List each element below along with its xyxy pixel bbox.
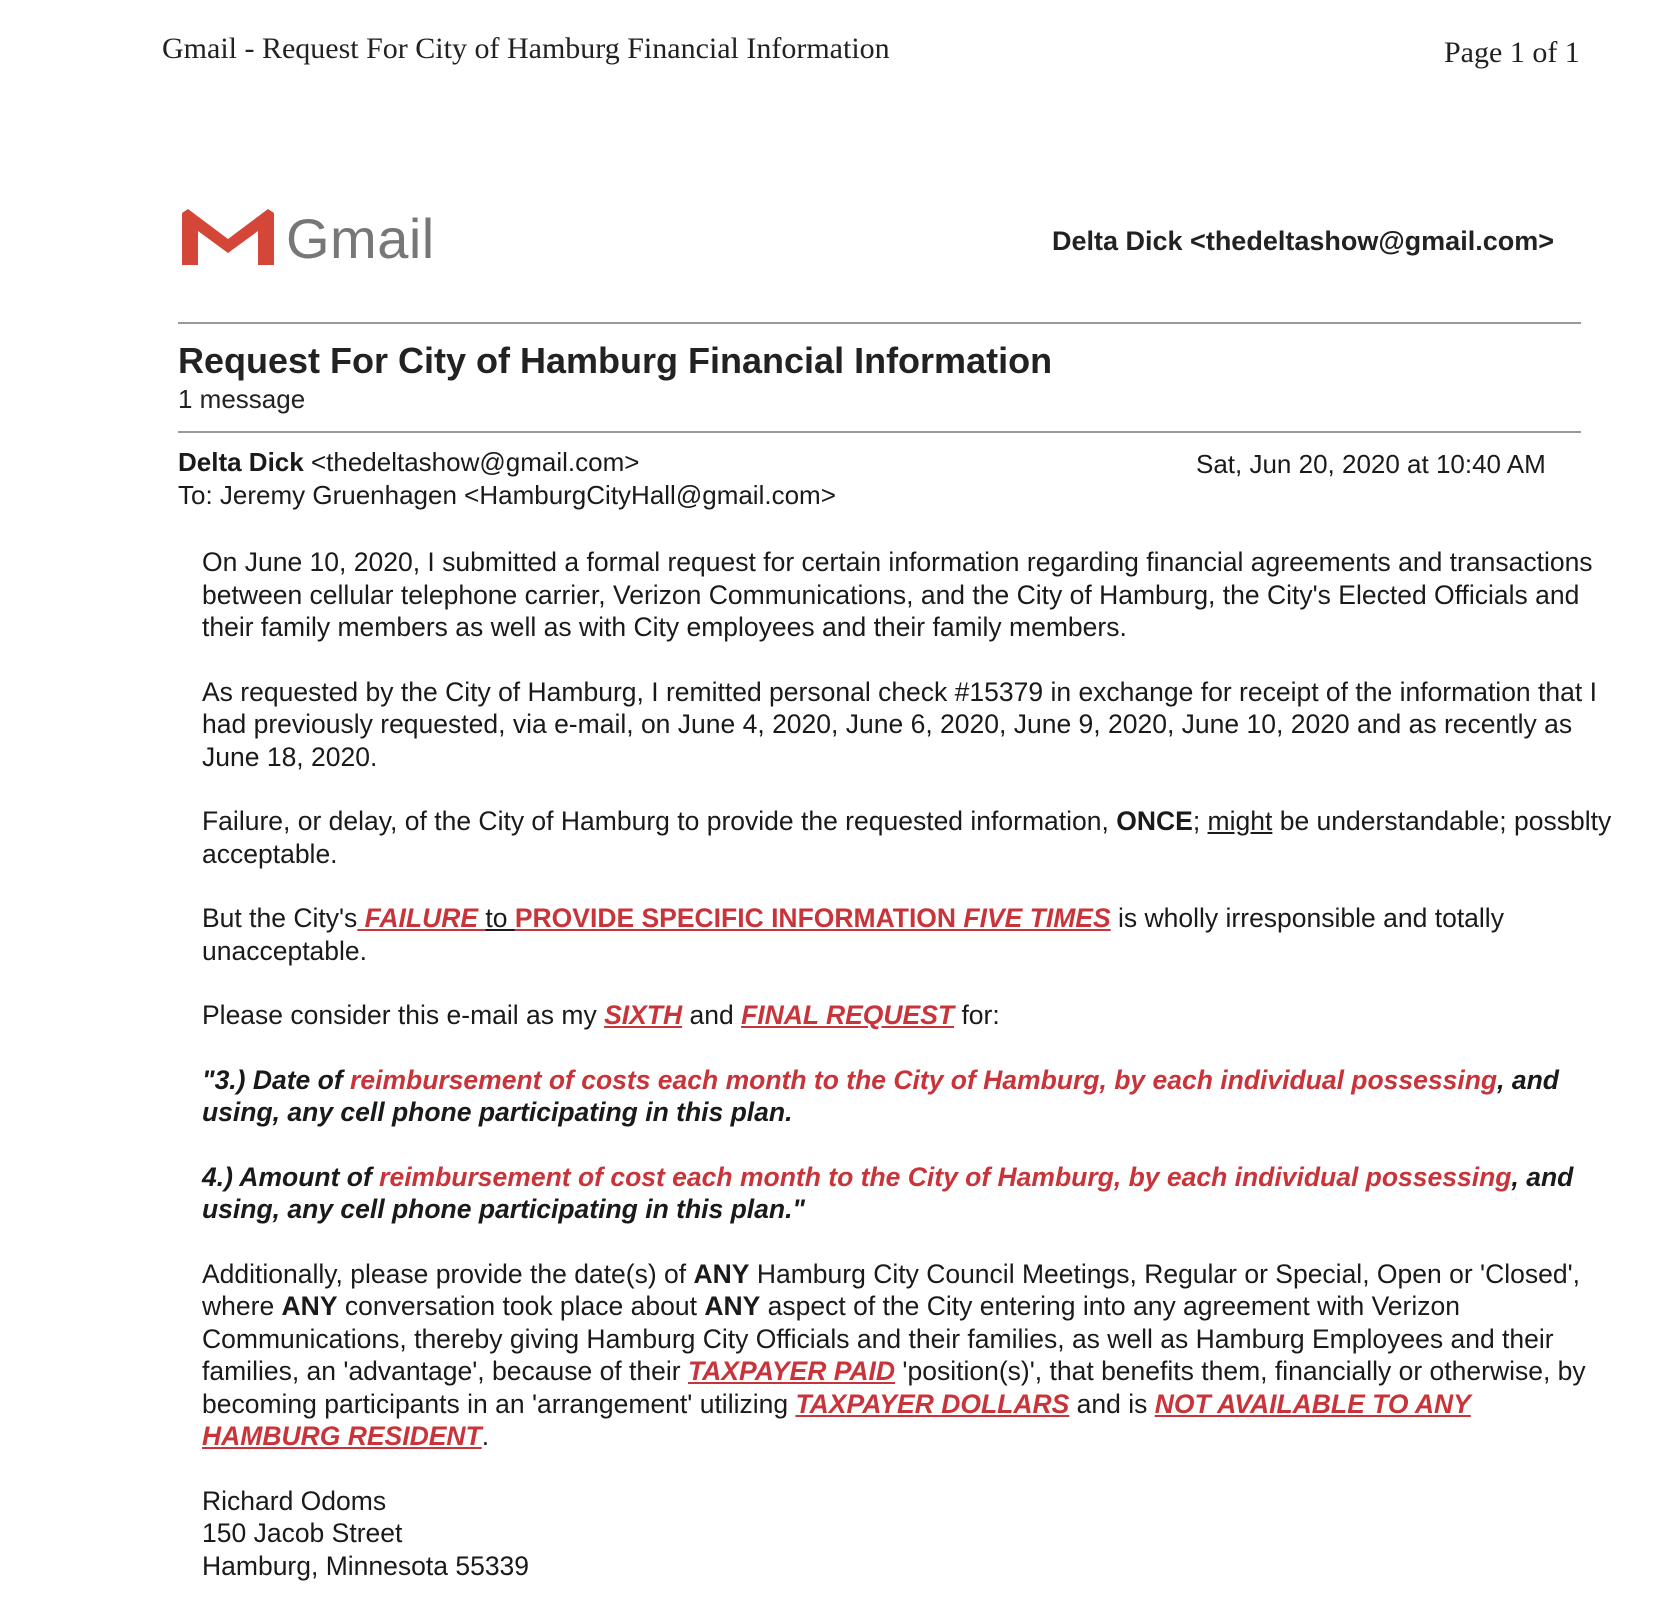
recipient: To: Jeremy Gruenhagen <HamburgCityHall@gmail.com>: [178, 480, 836, 510]
signature-city: Hamburg, Minnesota 55339: [202, 1550, 530, 1581]
signature-street: 150 Jacob Street: [202, 1518, 403, 1548]
email-subject: Request For City of Hamburg Financial Information: [178, 340, 1053, 381]
paragraph-5: Please consider this e-mail as my SIXTH and FINAL REQUEST for:: [202, 1000, 1000, 1030]
request-item-4: 4.) Amount of reimbursement of cost each month to the City of Hamburg, by each individual possessing, and using, any cell phone participating in this plan.": [202, 1161, 1574, 1224]
print-title: Gmail - Request For City of Hamburg Financial Information: [162, 32, 890, 65]
paragraph-2: As requested by the City of Hamburg, I remitted personal check #15379 in exchange for receipt of the information that I had previously requested, via e-mail, on June 4, 2020, June 6, 2020, June 9, 2020, June 10, 2020 and as recently as June 18, 2020.: [202, 676, 1597, 772]
message-body: [202, 546, 1612, 1582]
sender-name: Delta Dick: [178, 447, 304, 477]
sender-email: <thedeltashow@gmail.com>: [310, 447, 640, 477]
gmail-wordmark: Gmail: [286, 207, 435, 270]
sender: [178, 447, 639, 478]
divider: [178, 322, 1581, 324]
signature-name: Richard Odoms: [202, 1485, 387, 1516]
signature: [202, 1485, 1612, 1583]
paragraph-4: But the City's FAILURE to PROVIDE SPECIFIC INFORMATION FIVE TIMES is wholly irresponsible and totally unacceptable.: [202, 903, 1504, 966]
request-item-3: "3.) Date of reimbursement of costs each month to the City of Hamburg, by each individual possessing, and using, any cell phone participating in this plan.: [202, 1064, 1559, 1127]
account-address: Delta Dick <thedeltashow@gmail.com>: [1052, 226, 1554, 256]
print-header: [0, 28, 1668, 78]
divider: [178, 431, 1581, 433]
message-count: 1 message: [178, 384, 306, 414]
gmail-m-icon: [178, 205, 278, 269]
paragraph-1: On June 10, 2020, I submitted a formal request for certain information regarding financial agreements and transactions between cellular telephone carrier, Verizon Communications, and the City of Hamburg, the City's Elected Officials and their family members as well as with City employees and their family members.: [202, 547, 1593, 642]
page-number: Page 1 of 1: [1444, 36, 1580, 69]
paragraph-6: Additionally, please provide the date(s) of ANY Hamburg City Council Meetings, Regular or Special, Open or 'Closed', where ANY conversation took place about ANY aspect of the City entering into any agreement with Verizon Communications, thereby giving Hamburg City Officials and their families, as well as Hamburg Employees and their families, an 'advantage', because of their TAXPAYER PAID 'position(s)', that benefits them, financially or otherwise, by becoming participants in an 'arrangement' utilizing TAXPAYER DOLLARS and is NOT AVAILABLE TO ANY HAMBURG RESIDENT.: [202, 1258, 1586, 1451]
paragraph-3: Failure, or delay, of the City of Hamburg to provide the requested information, ONCE; might be understandable; possblty acceptable.: [202, 806, 1612, 869]
message-date: Sat, Jun 20, 2020 at 10:40 AM: [1196, 449, 1546, 479]
